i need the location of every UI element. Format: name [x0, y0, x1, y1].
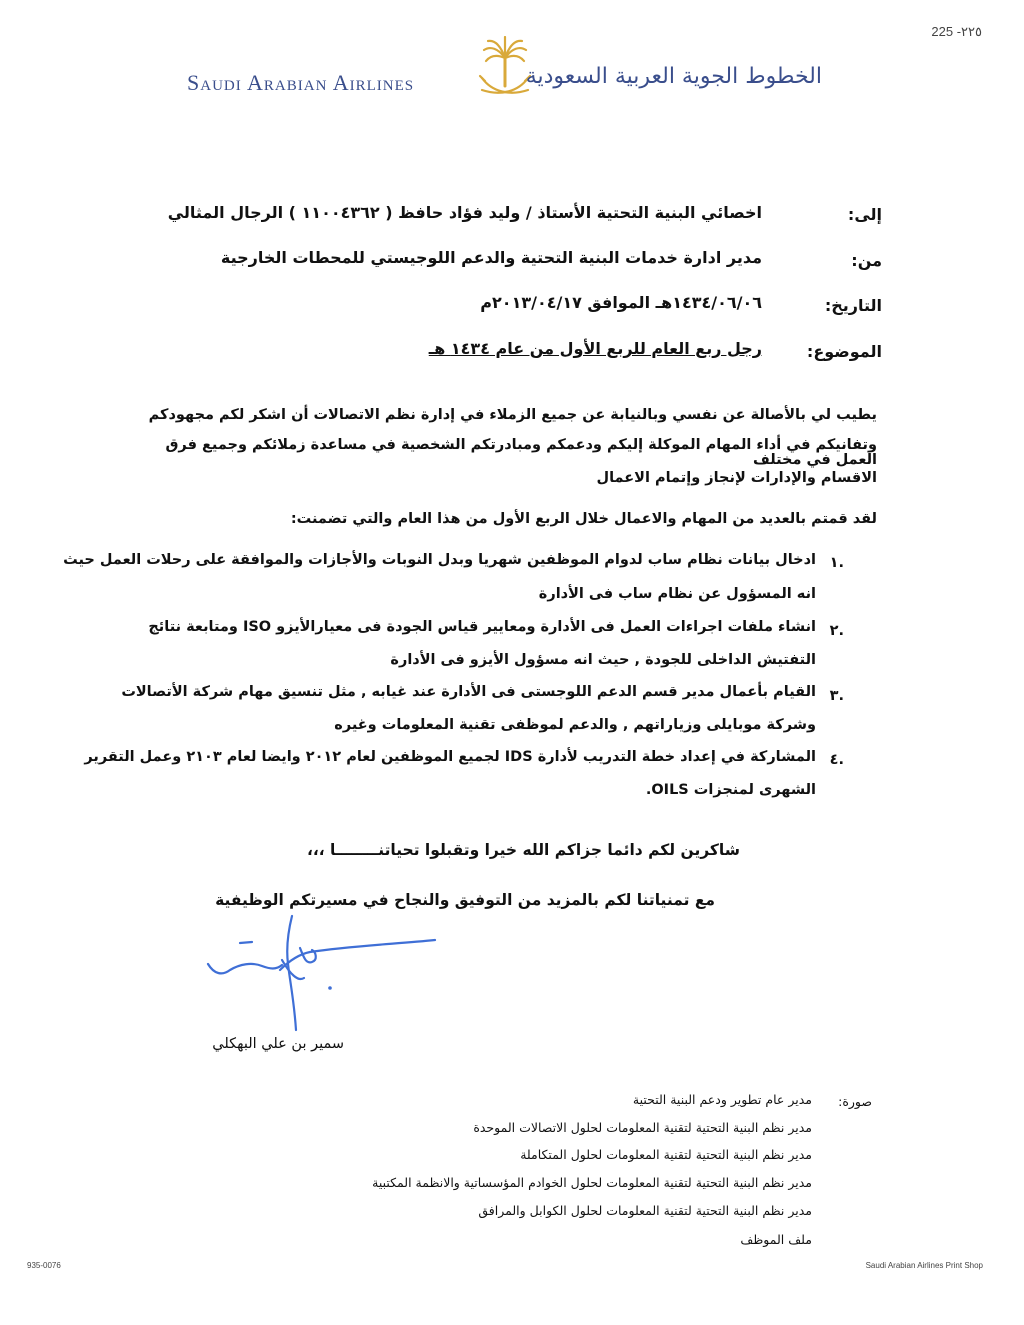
item-1-line-1: ادخال بيانات نظام ساب لدوام الموظفين شهريا وبدل النوبات والأجازات والموافقة على رحلات العمل حيث [63, 552, 816, 568]
item-3-number: .٣ [829, 688, 844, 704]
handwritten-signature [200, 912, 445, 1042]
from-value: مدير ادارة خدمات البنية التحتية والدعم اللوجيستي للمحطات الخارجية [220, 248, 762, 267]
intro-line-1: يطيب لي بالأصالة عن نفسي وبالنيابة عن جميع الزملاء في إدارة نظم الاتصالات أن اشكر لكم مجهودكم [148, 407, 877, 423]
from-label: من: [851, 251, 882, 270]
item-1-line-2: انه المسؤول عن نظام ساب فى الأدارة [538, 586, 816, 602]
brand-name-english: Saudi Arabian Airlines [187, 70, 415, 95]
wishes-line: مع تمنياتنا لكم بالمزيد من التوفيق والنجاح في مسيرتكم الوظيفية [215, 891, 715, 909]
item-3-line-2: وشركة موبايلى وزياراتهم , والدعم لموظفى تقنية المعلومات وغيره [334, 717, 816, 733]
item-3-line-1: القيام بأعمال مدير قسم الدعم اللوجستى فى الأدارة عند غيابه , مثل تنسيق مهام شركة الأتصالات [121, 684, 816, 700]
item-2-line-1: انشاء ملفات اجراءات العمل فى الأدارة ومعايير قياس الجودة فى معيارالأيزو ISO ومتابعة نتائج [148, 619, 816, 635]
item-2-line-2: التفتيش الداخلى للجودة , حيث انه مسؤول الأيزو فى الأدارة [390, 652, 816, 668]
subject-text: رجل ربع العام للربع الأول من عام ١٤٣٤ هـ [428, 339, 762, 358]
item-4-line-2: الشهرى لمنجزات OILS. [645, 782, 816, 798]
item-4-number: .٤ [829, 752, 844, 768]
cc-item-2: مدير نظم البنية التحتية لتقنية المعلومات لحلول الاتصالات الموحدة [473, 1120, 812, 1135]
to-label: إلى: [847, 205, 882, 224]
subject-value [429, 339, 762, 358]
page-number: 225 -٢٢٥ [931, 24, 982, 39]
date-label: التاريخ: [824, 296, 882, 315]
cc-item-6: ملف الموظف [740, 1232, 812, 1247]
thanks-line: شاكرين لكم دائما جزاكم الله خيرا وتقبلوا تحياتنــــــــا ،،، [306, 841, 740, 859]
intro-line-3: الاقسام والإدارات لإنجاز وإتمام الاعمال [596, 470, 877, 486]
print-shop-label: Saudi Arabian Airlines Print Shop [865, 1261, 983, 1270]
cc-item-4: مدير نظم البنية التحتية لتقنية المعلومات لحلول الخوادم المؤسساتية والانظمة المكتبية [372, 1175, 812, 1190]
signer-name: سمير بن علي البهكلي [212, 1036, 344, 1052]
cc-label: صورة: [838, 1094, 872, 1109]
cc-item-3: مدير نظم البنية التحتية لتقنية المعلومات لحلول المتكاملة [520, 1147, 812, 1162]
cc-item-5: مدير نظم البنية التحتية لتقنية المعلومات لحلول الكوابل والمرافق [478, 1203, 812, 1218]
item-4-line-1: المشاركة في إعداد خطة التدريب لأدارة IDS لجميع الموظفين لعام ٢٠١٢ وايضا لعام ٢١٠٣ وعمل التقرير [84, 749, 816, 765]
item-1-number: .١ [829, 555, 844, 571]
brand-name-arabic: الخطوط الجوية العربية السعودية [525, 64, 822, 89]
to-value: اخصائي البنية التحتية الأستاذ / وليد فؤاد حافظ ( ١١٠٠٤٣٦٢ ) الرجال المثالي [167, 203, 762, 222]
subject-label: الموضوع: [806, 342, 882, 361]
lead-text: لقد قمتم بالعديد من المهام والاعمال خلال الربع الأول من هذا العام والتي تضمنت: [290, 511, 877, 527]
item-2-number: .٢ [829, 623, 844, 639]
date-value: ١٤٣٤/٠٦/٠٦هـ الموافق ٢٠١٣/٠٤/١٧م [480, 293, 762, 312]
cc-item-1: مدير عام تطوير ودعم البنية التحتية [632, 1092, 812, 1107]
form-number: 935-0076 [27, 1261, 61, 1270]
intro-line-2: وتفانيكم في أداء المهام الموكلة إليكم ودعمكم ومبادرتكم الشخصية في مساعدة زملائكم وجميع فرق العمل في مختلف [165, 437, 877, 468]
